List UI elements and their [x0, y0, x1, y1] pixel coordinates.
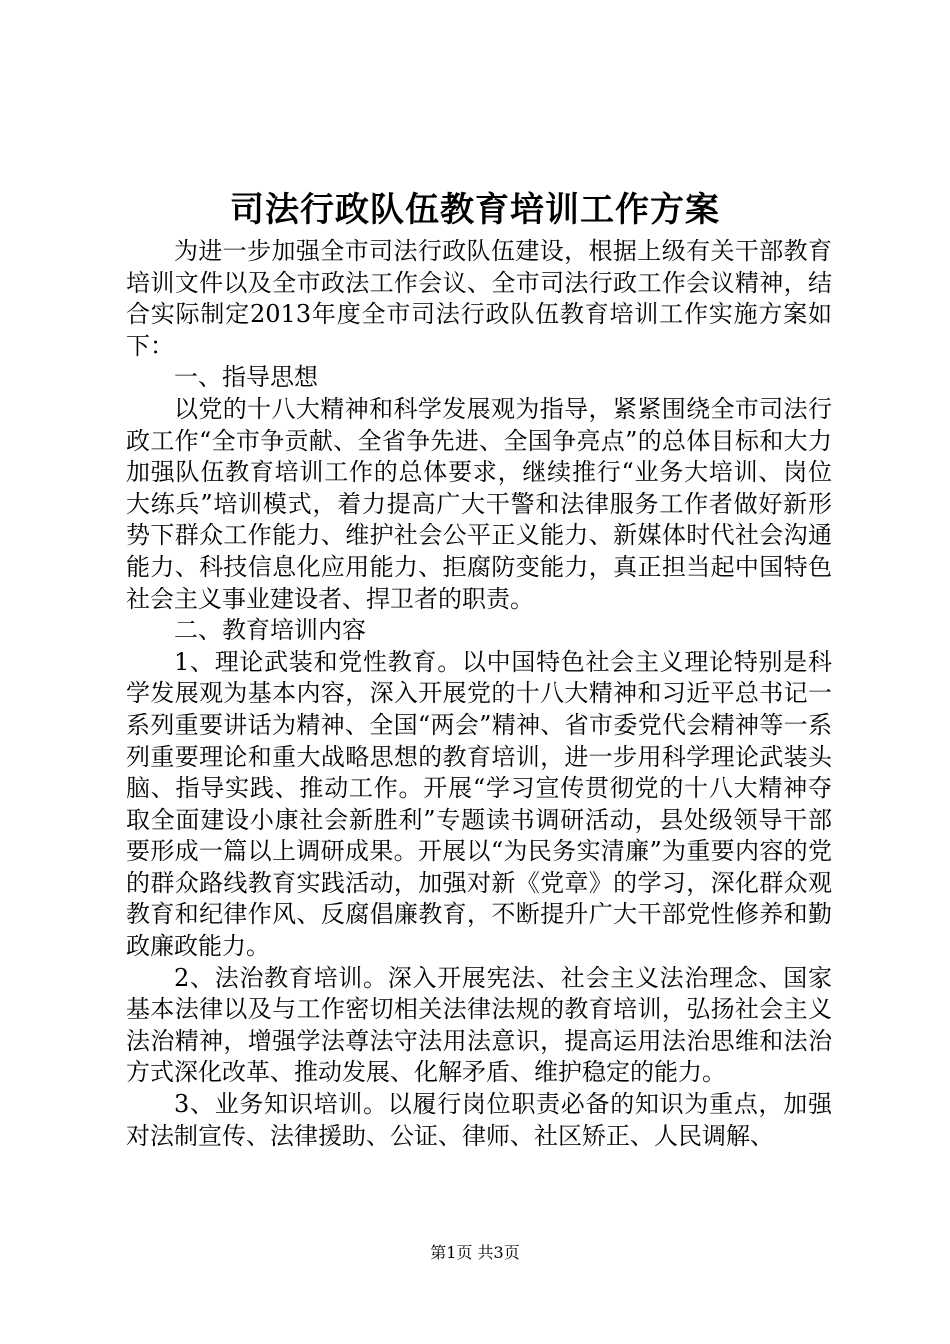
page-number-footer: 第1页 共3页 — [430, 1243, 520, 1262]
section-heading-guiding-ideology: 一、指导思想 — [174, 363, 318, 392]
professional-training-paragraph: 3、业务知识培训。以履行岗位职责必备的知识为重点，加强对法制宣传、法律援助、公证、律师、社区矫正、人民调解、 — [126, 1090, 832, 1150]
legal-education-paragraph: 2、法治教育培训。深入开展宪法、社会主义法治理念、国家基本法律以及与工作密切相关法律法规的教育培训，弘扬社会主义法治精神，增强学法尊法守法用法意识，提高运用法治思维和法治方式深化改革、推动发展、化解矛盾、维护稳定的能力。 — [126, 963, 832, 1087]
intro-paragraph: 为进一步加强全市司法行政队伍建设，根据上级有关干部教育培训文件以及全市政法工作会议、全市司法行政工作会议精神，结合实际制定2013年度全市司法行政队伍教育培训工作实施方案如下： — [126, 237, 832, 360]
document-body — [126, 236, 832, 1152]
theory-education-paragraph: 1、理论武装和党性教育。以中国特色社会主义理论特别是科学发展观为基本内容，深入开展党的十八大精神和习近平总书记一系列重要讲话为精神、全国“两会”精神、省市委党代会精神等一系列重要理论和重大战略思想的教育培训，进一步用科学理论武装头脑、指导实践、推动工作。开展“学习宣传贯彻党的十八大精神夺取全面建设小康社会新胜利”专题读书调研活动，县处级领导干部要形成一篇以上调研成果。开展以“为民务实清廉”为重要内容的党的群众路线教育实践活动，加强对新《党章》的学习，深化群众观教育和纪律作风、反腐倡廉教育，不断提升广大干部党性修养和勤政廉政能力。 — [126, 647, 832, 961]
document-title: 司法行政队伍教育培训工作方案 — [230, 190, 720, 230]
guiding-ideology-paragraph: 以党的十八大精神和科学发展观为指导，紧紧围绕全市司法行政工作“全市争贡献、全省争先进、全国争亮点”的总体目标和大力加强队伍教育培训工作的总体要求，继续推行“业务大培训、岗位大练兵”培训模式，着力提高广大干警和法律服务工作者做好新形势下群众工作能力、维护社会公平正义能力、新媒体时代社会沟通能力、科技信息化应用能力、拒腐防变能力，真正担当起中国特色社会主义事业建设者、捍卫者的职责。 — [126, 394, 832, 613]
section-heading-training-content: 二、教育培训内容 — [174, 616, 366, 645]
